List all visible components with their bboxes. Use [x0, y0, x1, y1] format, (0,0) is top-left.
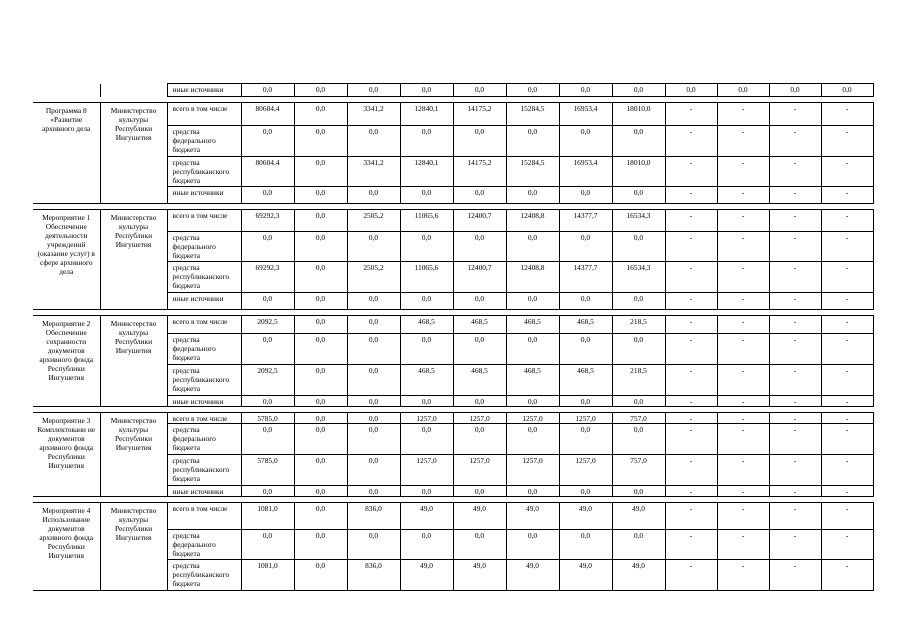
value-cell: 16953,4: [559, 157, 612, 187]
value-cell: 0,0: [559, 84, 612, 97]
value-cell: 0,0: [294, 455, 347, 486]
value-cell: -: [821, 103, 873, 126]
value-cell: 0,0: [453, 424, 506, 455]
program-name-cell: Мероприятие 1 Обеспечение деятельности учреждений (оказание услуг) в сфере архивного дела: [33, 210, 100, 310]
value-cell: 0,0: [400, 232, 453, 262]
value-cell: -: [665, 486, 717, 497]
value-cell: 468,5: [506, 365, 559, 396]
value-cell: 0,0: [559, 486, 612, 497]
value-cell: 0,0: [241, 293, 294, 310]
value-cell: -: [821, 293, 873, 310]
value-cell: -: [717, 187, 769, 204]
value-cell: 0,0: [559, 334, 612, 365]
value-cell: 0,0: [400, 334, 453, 365]
value-cell: -: [821, 560, 873, 591]
value-cell: 0,0: [400, 84, 453, 97]
value-cell: -: [665, 503, 717, 530]
executor-cell: Министерство культуры Республики Ингушетия: [100, 103, 167, 204]
value-cell: -: [821, 486, 873, 497]
value-cell: 0,0: [506, 293, 559, 310]
value-cell: 0,0: [347, 316, 400, 334]
value-cell: 0,0: [612, 486, 665, 497]
value-cell: 3341,2: [347, 157, 400, 187]
value-cell: 0,0: [294, 103, 347, 126]
value-cell: 0,0: [347, 334, 400, 365]
value-cell: 0,0: [294, 334, 347, 365]
value-cell: -: [821, 316, 873, 334]
value-cell: -: [717, 503, 769, 530]
value-cell: -: [769, 316, 821, 334]
value-cell: 0,0: [347, 187, 400, 204]
value-cell: 0,0: [506, 232, 559, 262]
value-cell: 0,0: [294, 530, 347, 560]
value-cell: 12840,1: [400, 157, 453, 187]
value-cell: 0,0: [612, 232, 665, 262]
value-cell: 12840,1: [400, 103, 453, 126]
value-cell: -: [821, 187, 873, 204]
source-cell: средства республиканского бюджета: [167, 365, 241, 396]
value-cell: 0,0: [559, 424, 612, 455]
source-cell: средства республиканского бюджета: [167, 560, 241, 591]
table-row: [33, 103, 873, 126]
value-cell: 18010,0: [612, 157, 665, 187]
executor-cell: Министерство культуры Республики Ингушетия: [100, 413, 167, 497]
table-row: [33, 84, 873, 97]
source-cell: иные источники: [167, 187, 241, 204]
value-cell: 1257,0: [506, 413, 559, 424]
value-cell: 1257,0: [559, 413, 612, 424]
value-cell: 0,0: [241, 396, 294, 407]
value-cell: -: [717, 316, 769, 334]
value-cell: 0,0: [612, 293, 665, 310]
value-cell: 0,0: [453, 396, 506, 407]
value-cell: -: [821, 455, 873, 486]
value-cell: 0,0: [612, 84, 665, 97]
executor-cell: Министерство культуры Республики Ингушетия: [100, 503, 167, 591]
value-cell: 468,5: [400, 365, 453, 396]
value-cell: -: [717, 126, 769, 157]
value-cell: -: [665, 413, 717, 424]
value-cell: 1081,0: [241, 503, 294, 530]
value-cell: 80604,4: [241, 157, 294, 187]
value-cell: 0,0: [559, 187, 612, 204]
value-cell: 12400,7: [453, 262, 506, 293]
value-cell: 49,0: [506, 560, 559, 591]
value-cell: -: [769, 486, 821, 497]
source-cell: средства федерального бюджета: [167, 334, 241, 365]
value-cell: 0,0: [506, 486, 559, 497]
value-cell: 49,0: [400, 560, 453, 591]
value-cell: 0,0: [294, 293, 347, 310]
value-cell: 0,0: [347, 293, 400, 310]
value-cell: -: [665, 232, 717, 262]
value-cell: 0,0: [241, 232, 294, 262]
value-cell: 0,0: [400, 530, 453, 560]
value-cell: 14175,2: [453, 157, 506, 187]
value-cell: -: [769, 396, 821, 407]
value-cell: 49,0: [559, 560, 612, 591]
value-cell: 0,0: [506, 424, 559, 455]
value-cell: 0,0: [453, 84, 506, 97]
value-cell: 80604,4: [241, 103, 294, 126]
value-cell: 0,0: [400, 424, 453, 455]
value-cell: 2505,2: [347, 210, 400, 232]
value-cell: 0,0: [612, 424, 665, 455]
value-cell: 0,0: [453, 293, 506, 310]
value-cell: -: [769, 413, 821, 424]
value-cell: 69292,3: [241, 262, 294, 293]
value-cell: -: [665, 424, 717, 455]
value-cell: 0,0: [453, 232, 506, 262]
name-cell: [33, 84, 100, 97]
source-cell: всего в том числе: [167, 316, 241, 334]
value-cell: 49,0: [559, 503, 612, 530]
value-cell: 757,0: [612, 413, 665, 424]
value-cell: 5785,0: [241, 455, 294, 486]
value-cell: 49,0: [400, 503, 453, 530]
value-cell: -: [717, 262, 769, 293]
value-cell: -: [717, 486, 769, 497]
value-cell: 0,0: [294, 210, 347, 232]
value-cell: 0,0: [294, 503, 347, 530]
value-cell: -: [769, 157, 821, 187]
value-cell: 0,0: [241, 126, 294, 157]
value-cell: 0,0: [347, 530, 400, 560]
value-cell: -: [821, 424, 873, 455]
value-cell: -: [821, 396, 873, 407]
value-cell: 0,0: [294, 316, 347, 334]
value-cell: 0,0: [400, 396, 453, 407]
value-cell: 0,0: [506, 334, 559, 365]
value-cell: 0,0: [294, 84, 347, 97]
value-cell: 11065,6: [400, 262, 453, 293]
value-cell: 0,0: [400, 293, 453, 310]
value-cell: 0,0: [241, 187, 294, 204]
value-cell: -: [665, 293, 717, 310]
value-cell: -: [665, 455, 717, 486]
value-cell: -: [717, 530, 769, 560]
value-cell: 0,0: [612, 396, 665, 407]
value-cell: 468,5: [453, 316, 506, 334]
value-cell: -: [769, 232, 821, 262]
value-cell: 0,0: [347, 396, 400, 407]
table-row: [33, 210, 873, 232]
value-cell: -: [769, 424, 821, 455]
source-cell: всего в том числе: [167, 210, 241, 232]
value-cell: -: [717, 232, 769, 262]
value-cell: -: [717, 293, 769, 310]
source-cell: средства республиканского бюджета: [167, 262, 241, 293]
value-cell: 0,0: [347, 232, 400, 262]
source-cell: средства федерального бюджета: [167, 530, 241, 560]
value-cell: -: [717, 396, 769, 407]
value-cell: -: [665, 126, 717, 157]
value-cell: -: [821, 503, 873, 530]
value-cell: -: [665, 157, 717, 187]
value-cell: 836,0: [347, 560, 400, 591]
value-cell: 0,0: [294, 560, 347, 591]
value-cell: 0,0: [821, 84, 873, 97]
value-cell: -: [769, 210, 821, 232]
value-cell: 0,0: [453, 187, 506, 204]
value-cell: 49,0: [453, 503, 506, 530]
value-cell: -: [717, 334, 769, 365]
source-cell: средства федерального бюджета: [167, 232, 241, 262]
value-cell: -: [717, 455, 769, 486]
value-cell: 0,0: [717, 84, 769, 97]
value-cell: 0,0: [506, 530, 559, 560]
value-cell: -: [717, 560, 769, 591]
value-cell: -: [665, 365, 717, 396]
value-cell: 5785,0: [241, 413, 294, 424]
value-cell: -: [769, 262, 821, 293]
value-cell: 0,0: [559, 530, 612, 560]
value-cell: 0,0: [559, 232, 612, 262]
value-cell: 0,0: [347, 413, 400, 424]
value-cell: 12408,8: [506, 210, 559, 232]
value-cell: -: [769, 365, 821, 396]
program-name-cell: Программа 8 «Развитие архивного дела: [33, 103, 100, 204]
value-cell: -: [821, 334, 873, 365]
value-cell: 16534,3: [612, 262, 665, 293]
value-cell: 836,0: [347, 503, 400, 530]
value-cell: -: [769, 455, 821, 486]
value-cell: 11065,6: [400, 210, 453, 232]
value-cell: 0,0: [400, 187, 453, 204]
value-cell: 0,0: [347, 84, 400, 97]
value-cell: -: [717, 413, 769, 424]
value-cell: 0,0: [506, 126, 559, 157]
value-cell: 757,0: [612, 455, 665, 486]
value-cell: 16953,4: [559, 103, 612, 126]
value-cell: 0,0: [612, 187, 665, 204]
value-cell: 0,0: [559, 126, 612, 157]
value-cell: -: [821, 210, 873, 232]
value-cell: 0,0: [453, 486, 506, 497]
executor-cell: Министерство культуры Республики Ингушетия: [100, 316, 167, 407]
value-cell: -: [821, 530, 873, 560]
value-cell: -: [665, 210, 717, 232]
value-cell: -: [717, 210, 769, 232]
value-cell: 468,5: [506, 316, 559, 334]
value-cell: -: [665, 316, 717, 334]
value-cell: 1257,0: [453, 413, 506, 424]
value-cell: 0,0: [612, 126, 665, 157]
table-row: [33, 316, 873, 334]
value-cell: 0,0: [559, 396, 612, 407]
executor-cell: Министерство культуры Республики Ингушетия: [100, 210, 167, 310]
value-cell: 12408,8: [506, 262, 559, 293]
value-cell: -: [665, 262, 717, 293]
value-cell: 15284,5: [506, 103, 559, 126]
source-cell: средства федерального бюджета: [167, 126, 241, 157]
value-cell: 18010,0: [612, 103, 665, 126]
program-name-cell: Мероприятие 2 Обеспечение сохранности документов архивного фонда Республики Ингушетия: [33, 316, 100, 407]
value-cell: 49,0: [612, 560, 665, 591]
source-cell: средства республиканского бюджета: [167, 455, 241, 486]
value-cell: -: [717, 103, 769, 126]
value-cell: -: [769, 503, 821, 530]
value-cell: 0,0: [506, 187, 559, 204]
value-cell: -: [821, 413, 873, 424]
value-cell: 0,0: [665, 84, 717, 97]
value-cell: 468,5: [559, 316, 612, 334]
value-cell: 1257,0: [400, 455, 453, 486]
value-cell: -: [821, 365, 873, 396]
value-cell: 0,0: [241, 486, 294, 497]
value-cell: -: [821, 262, 873, 293]
source-cell: иные источники: [167, 396, 241, 407]
value-cell: 468,5: [400, 316, 453, 334]
value-cell: 1081,0: [241, 560, 294, 591]
value-cell: 0,0: [347, 486, 400, 497]
value-cell: -: [769, 103, 821, 126]
value-cell: 15284,5: [506, 157, 559, 187]
value-cell: -: [717, 424, 769, 455]
source-cell: иные источники: [167, 486, 241, 497]
table-row: [33, 503, 873, 530]
value-cell: 0,0: [347, 424, 400, 455]
value-cell: -: [821, 157, 873, 187]
value-cell: 0,0: [400, 486, 453, 497]
value-cell: 69292,3: [241, 210, 294, 232]
value-cell: 0,0: [241, 530, 294, 560]
program-name-cell: Мероприятие 4 Использование документов архивного фонда Республики Ингушетия: [33, 503, 100, 591]
value-cell: 14175,2: [453, 103, 506, 126]
value-cell: 0,0: [769, 84, 821, 97]
value-cell: -: [665, 396, 717, 407]
executor-cell: [100, 84, 167, 97]
value-cell: 1257,0: [400, 413, 453, 424]
program-name-cell: Мероприятие 3 Комплектовани не документов архивного фонда Республики Ингушетия: [33, 413, 100, 497]
value-cell: 49,0: [612, 503, 665, 530]
value-cell: 218,5: [612, 316, 665, 334]
value-cell: 0,0: [294, 126, 347, 157]
value-cell: 16534,3: [612, 210, 665, 232]
value-cell: 1257,0: [506, 455, 559, 486]
value-cell: 0,0: [241, 334, 294, 365]
value-cell: 14377,7: [559, 210, 612, 232]
value-cell: 0,0: [453, 126, 506, 157]
value-cell: 0,0: [612, 334, 665, 365]
value-cell: 2505,2: [347, 262, 400, 293]
value-cell: 468,5: [453, 365, 506, 396]
value-cell: -: [665, 530, 717, 560]
value-cell: 1257,0: [453, 455, 506, 486]
value-cell: 0,0: [294, 232, 347, 262]
value-cell: 0,0: [453, 334, 506, 365]
value-cell: 0,0: [612, 530, 665, 560]
value-cell: 0,0: [241, 424, 294, 455]
value-cell: 0,0: [294, 413, 347, 424]
value-cell: -: [769, 187, 821, 204]
value-cell: 0,0: [400, 126, 453, 157]
value-cell: 0,0: [241, 84, 294, 97]
value-cell: 0,0: [347, 365, 400, 396]
value-cell: 1257,0: [559, 455, 612, 486]
value-cell: 2092,5: [241, 316, 294, 334]
value-cell: -: [769, 293, 821, 310]
value-cell: 49,0: [506, 503, 559, 530]
value-cell: -: [821, 126, 873, 157]
value-cell: 0,0: [347, 455, 400, 486]
value-cell: -: [769, 126, 821, 157]
value-cell: 0,0: [294, 396, 347, 407]
value-cell: -: [769, 334, 821, 365]
value-cell: 0,0: [294, 187, 347, 204]
source-cell: иные источники: [167, 84, 241, 97]
budget-table: [33, 83, 874, 591]
value-cell: -: [665, 334, 717, 365]
source-cell: всего в том числе: [167, 503, 241, 530]
value-cell: 0,0: [453, 530, 506, 560]
value-cell: -: [665, 187, 717, 204]
value-cell: 3341,2: [347, 103, 400, 126]
value-cell: -: [769, 530, 821, 560]
value-cell: 49,0: [453, 560, 506, 591]
source-cell: иные источники: [167, 293, 241, 310]
value-cell: -: [717, 157, 769, 187]
value-cell: -: [665, 560, 717, 591]
source-cell: всего в том числе: [167, 103, 241, 126]
value-cell: -: [821, 232, 873, 262]
value-cell: -: [665, 103, 717, 126]
table-row: [33, 413, 873, 424]
value-cell: 218,5: [612, 365, 665, 396]
source-cell: средства федерального бюджета: [167, 424, 241, 455]
value-cell: 468,5: [559, 365, 612, 396]
value-cell: 0,0: [347, 126, 400, 157]
value-cell: 0,0: [294, 157, 347, 187]
value-cell: 0,0: [559, 293, 612, 310]
value-cell: -: [769, 560, 821, 591]
value-cell: 0,0: [294, 262, 347, 293]
value-cell: 0,0: [294, 486, 347, 497]
source-cell: всего в том числе: [167, 413, 241, 424]
source-cell: средства республиканского бюджета: [167, 157, 241, 187]
value-cell: 2092,5: [241, 365, 294, 396]
value-cell: 0,0: [506, 84, 559, 97]
value-cell: 0,0: [294, 424, 347, 455]
value-cell: 14377,7: [559, 262, 612, 293]
value-cell: 12400,7: [453, 210, 506, 232]
value-cell: 0,0: [294, 365, 347, 396]
value-cell: 0,0: [506, 396, 559, 407]
value-cell: -: [717, 365, 769, 396]
